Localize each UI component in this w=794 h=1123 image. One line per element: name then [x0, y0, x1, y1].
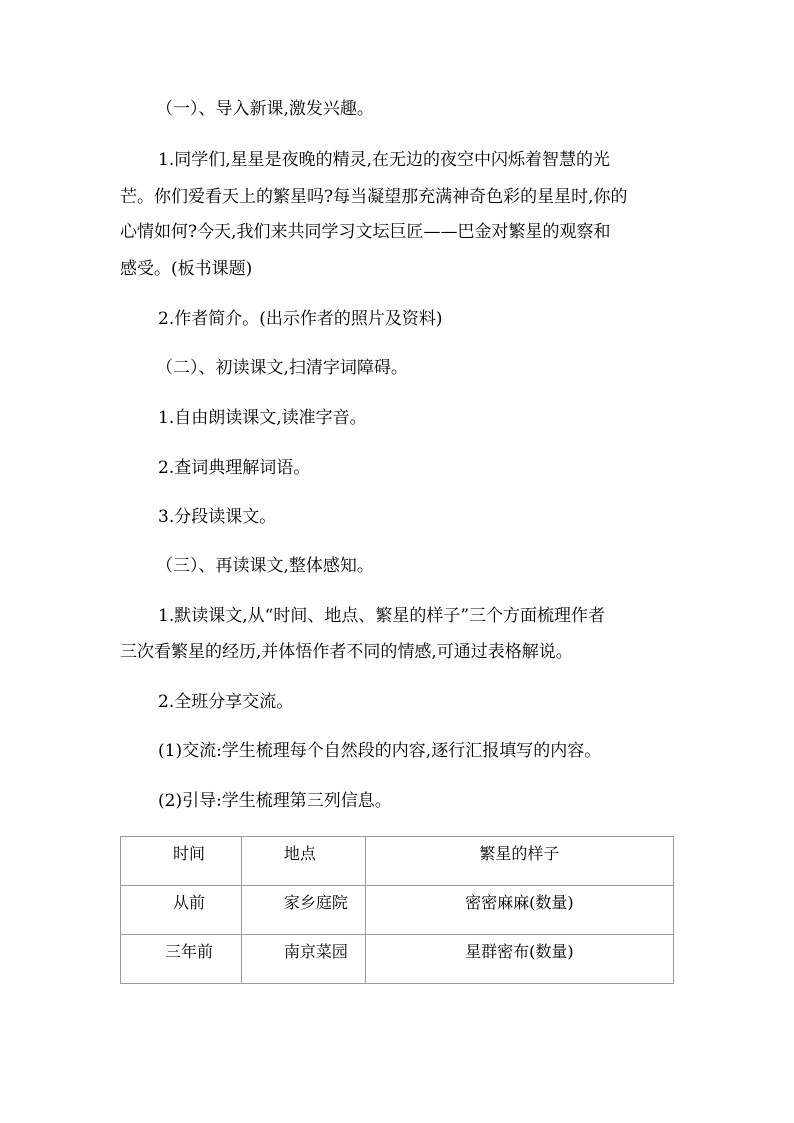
paragraph-text: 感受。(板书课题) — [120, 259, 253, 279]
paragraph-text: 1.同学们,星星是夜晚的精灵,在无边的夜空中闪烁着智慧的光 — [158, 150, 611, 170]
paragraph-text: (2)引导:学生梳理第三列信息。 — [158, 791, 392, 811]
paragraph-text: (1)交流:学生梳理每个自然段的内容,逐行汇报填写的内容。 — [158, 741, 602, 761]
table-header-cell: 时间 — [121, 837, 242, 886]
table-cell: 三年前 — [121, 935, 242, 984]
table-row — [121, 886, 674, 935]
table-header-row — [121, 837, 674, 886]
table-header-cell: 繁星的样子 — [365, 837, 673, 886]
table-header-cell: 地点 — [241, 837, 365, 886]
paragraph-text: 3.分段读课文。 — [158, 507, 277, 527]
paragraph-text: 三次看繁星的经历,并体悟作者不同的情感,可通过表格解说。 — [120, 642, 573, 662]
stars-table — [120, 836, 674, 984]
paragraph-text: 芒。你们爱看天上的繁星吗?每当凝望那充满神奇色彩的星星时,你的 — [120, 187, 628, 207]
paragraph-text: 1.自由朗读课文,读准字音。 — [158, 408, 367, 428]
table-cell: 密密麻麻(数量) — [365, 886, 673, 935]
paragraph-text: 2.全班分享交流。 — [158, 692, 294, 712]
section-2-heading: （二）、初读课文,扫清字词障碍。 — [156, 358, 408, 378]
paragraph-text: 1.默读课文,从“时间、地点、繁星的样子”三个方面梳理作者 — [158, 606, 606, 626]
table-cell: 星群密布(数量) — [365, 935, 673, 984]
section-1-heading: （一）、导入新课,激发兴趣。 — [156, 99, 374, 119]
table-cell: 家乡庭院 — [241, 886, 365, 935]
section-3-heading: （三）、再读课文,整体感知。 — [156, 556, 374, 576]
table-row — [121, 935, 674, 984]
paragraph-text: 2.查词典理解词语。 — [158, 458, 311, 478]
paragraph-text: 2.作者简介。(出示作者的照片及资料) — [158, 309, 443, 329]
table-cell: 南京菜园 — [241, 935, 365, 984]
table-cell: 从前 — [121, 886, 242, 935]
paragraph-text: 心情如何?今天,我们来共同学习文坛巨匠——巴金对繁星的观察和 — [120, 222, 611, 242]
